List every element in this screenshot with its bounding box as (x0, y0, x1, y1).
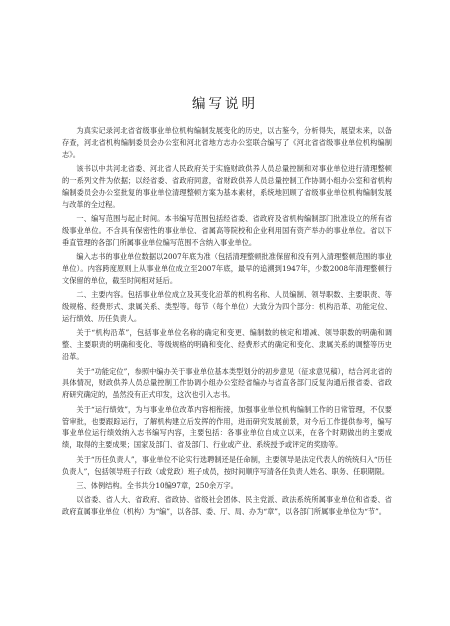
paragraph: 三、体例结构。全书共分10编97章，250余万字。 (76, 480, 238, 490)
paragraph: 关于“机构沿革”，包括事业单位名称的确定和变更、编制数的核定和增减、领导职数的明确和调整、主要职责的明确和变化、等级规格的明确和变化、经费形式的确定和变化、隶属关系的调整等历史沿革。 (62, 328, 392, 362)
document-body (62, 125, 392, 520)
paragraph: 以省委、省人大、省政府、省政协、省级社会团体、民主党派、政法系统所属事业单位和省委、省政府直属事业单位（机构）为“编”，以各部、委、厅、局、办为“章”，以各部门所属事业单位为“节”。 (62, 495, 392, 517)
document-title: 编写说明 (192, 96, 258, 112)
paragraph: 为真实记录河北省省级事业单位机构编制发展变化的历史，以古鉴今，分析得失，展望未来，以备存查，河北省机构编制委员会办公室和河北省地方志办公室联合编写了《河北省省级事业单位机构编制志》。 (62, 126, 392, 159)
paragraph: 关于“运行绩效”，为与事业单位改革内容相衔接，加强事业单位机构编制工作的日常管理，不仅要管审批，也要跟踪运行，了解机构建立后发挥的作用，进而研究发展前景，对今后工作提供参考，编写事业单位运行绩效纳入志书编写内容，主要包括：各事业单位自成立以来，在各个时期做出的主要成绩，取得的主要成果；国家及部门、省及部门、行业或产业、系统授予或评定的奖励等。 (62, 404, 392, 450)
paragraph: 二、主要内容。包括事业单位成立及其变化沿革的机构名称、人员编制、领导职数、主要职责、等级规格、经费形式、隶属关系、类型等。每节（每个单位）大致分为四个部分：机构沿革、功能定位、运行绩效、历任负责人。 (62, 290, 392, 324)
paragraph: 关于“功能定位”，参照中编办关于事业单位基本类型划分的初步意见（征求意见稿），结合河北省的具体情况，财政供养人员总量控制工作协调小组办公室经省编办与省直各部门反复沟通后报省委、省政府研究确定的，虽然没有正式印发，这次也引入志书。 (62, 366, 392, 400)
paragraph: 关于“历任负责人”，事业单位不论实行选聘制还是任命制，主要领导是法定代表人的统统归入“历任负责人”，包括领导班子行政（或党政）班子成员，按时间顺序写清各任负责人姓名、职务、任职期限。 (62, 454, 392, 476)
paragraph: 该书以中共河北省委、河北省人民政府关于实施财政供养人员总量控制和对事业单位进行清理整顿的一系列文件为依据；以经省委、省政府同意，省财政供养人员总量控制工作协调小组办公室和省机构编制委员会办公室批复的事业单位清理整顿方案为基本素材，系统地回顾了省级事业单位机构编制发展与改革的全过程。 (62, 164, 392, 209)
paragraph: 一、编写范围与起止时间。本书编写范围包括经省委、省政府及省机构编制部门批准设立的所有省级事业单位。不含具有保密性的事业单位、省属高等院校和企业利用国有资产举办的事业单位。省以下垂直管理的各部门所属事业单位编写范围不含纳入事业单位。 (62, 214, 392, 247)
paragraph: 编入志书的事业单位数据以2007年底为准（包括清理整顿批准保留和没有列入清理整顿范围的事业单位）。内容跨度原则上从事业单位成立至2007年底，最早的追溯到1947年，少数2008年清理整顿行文保留的单位，截至时间相对延后。 (62, 252, 392, 286)
